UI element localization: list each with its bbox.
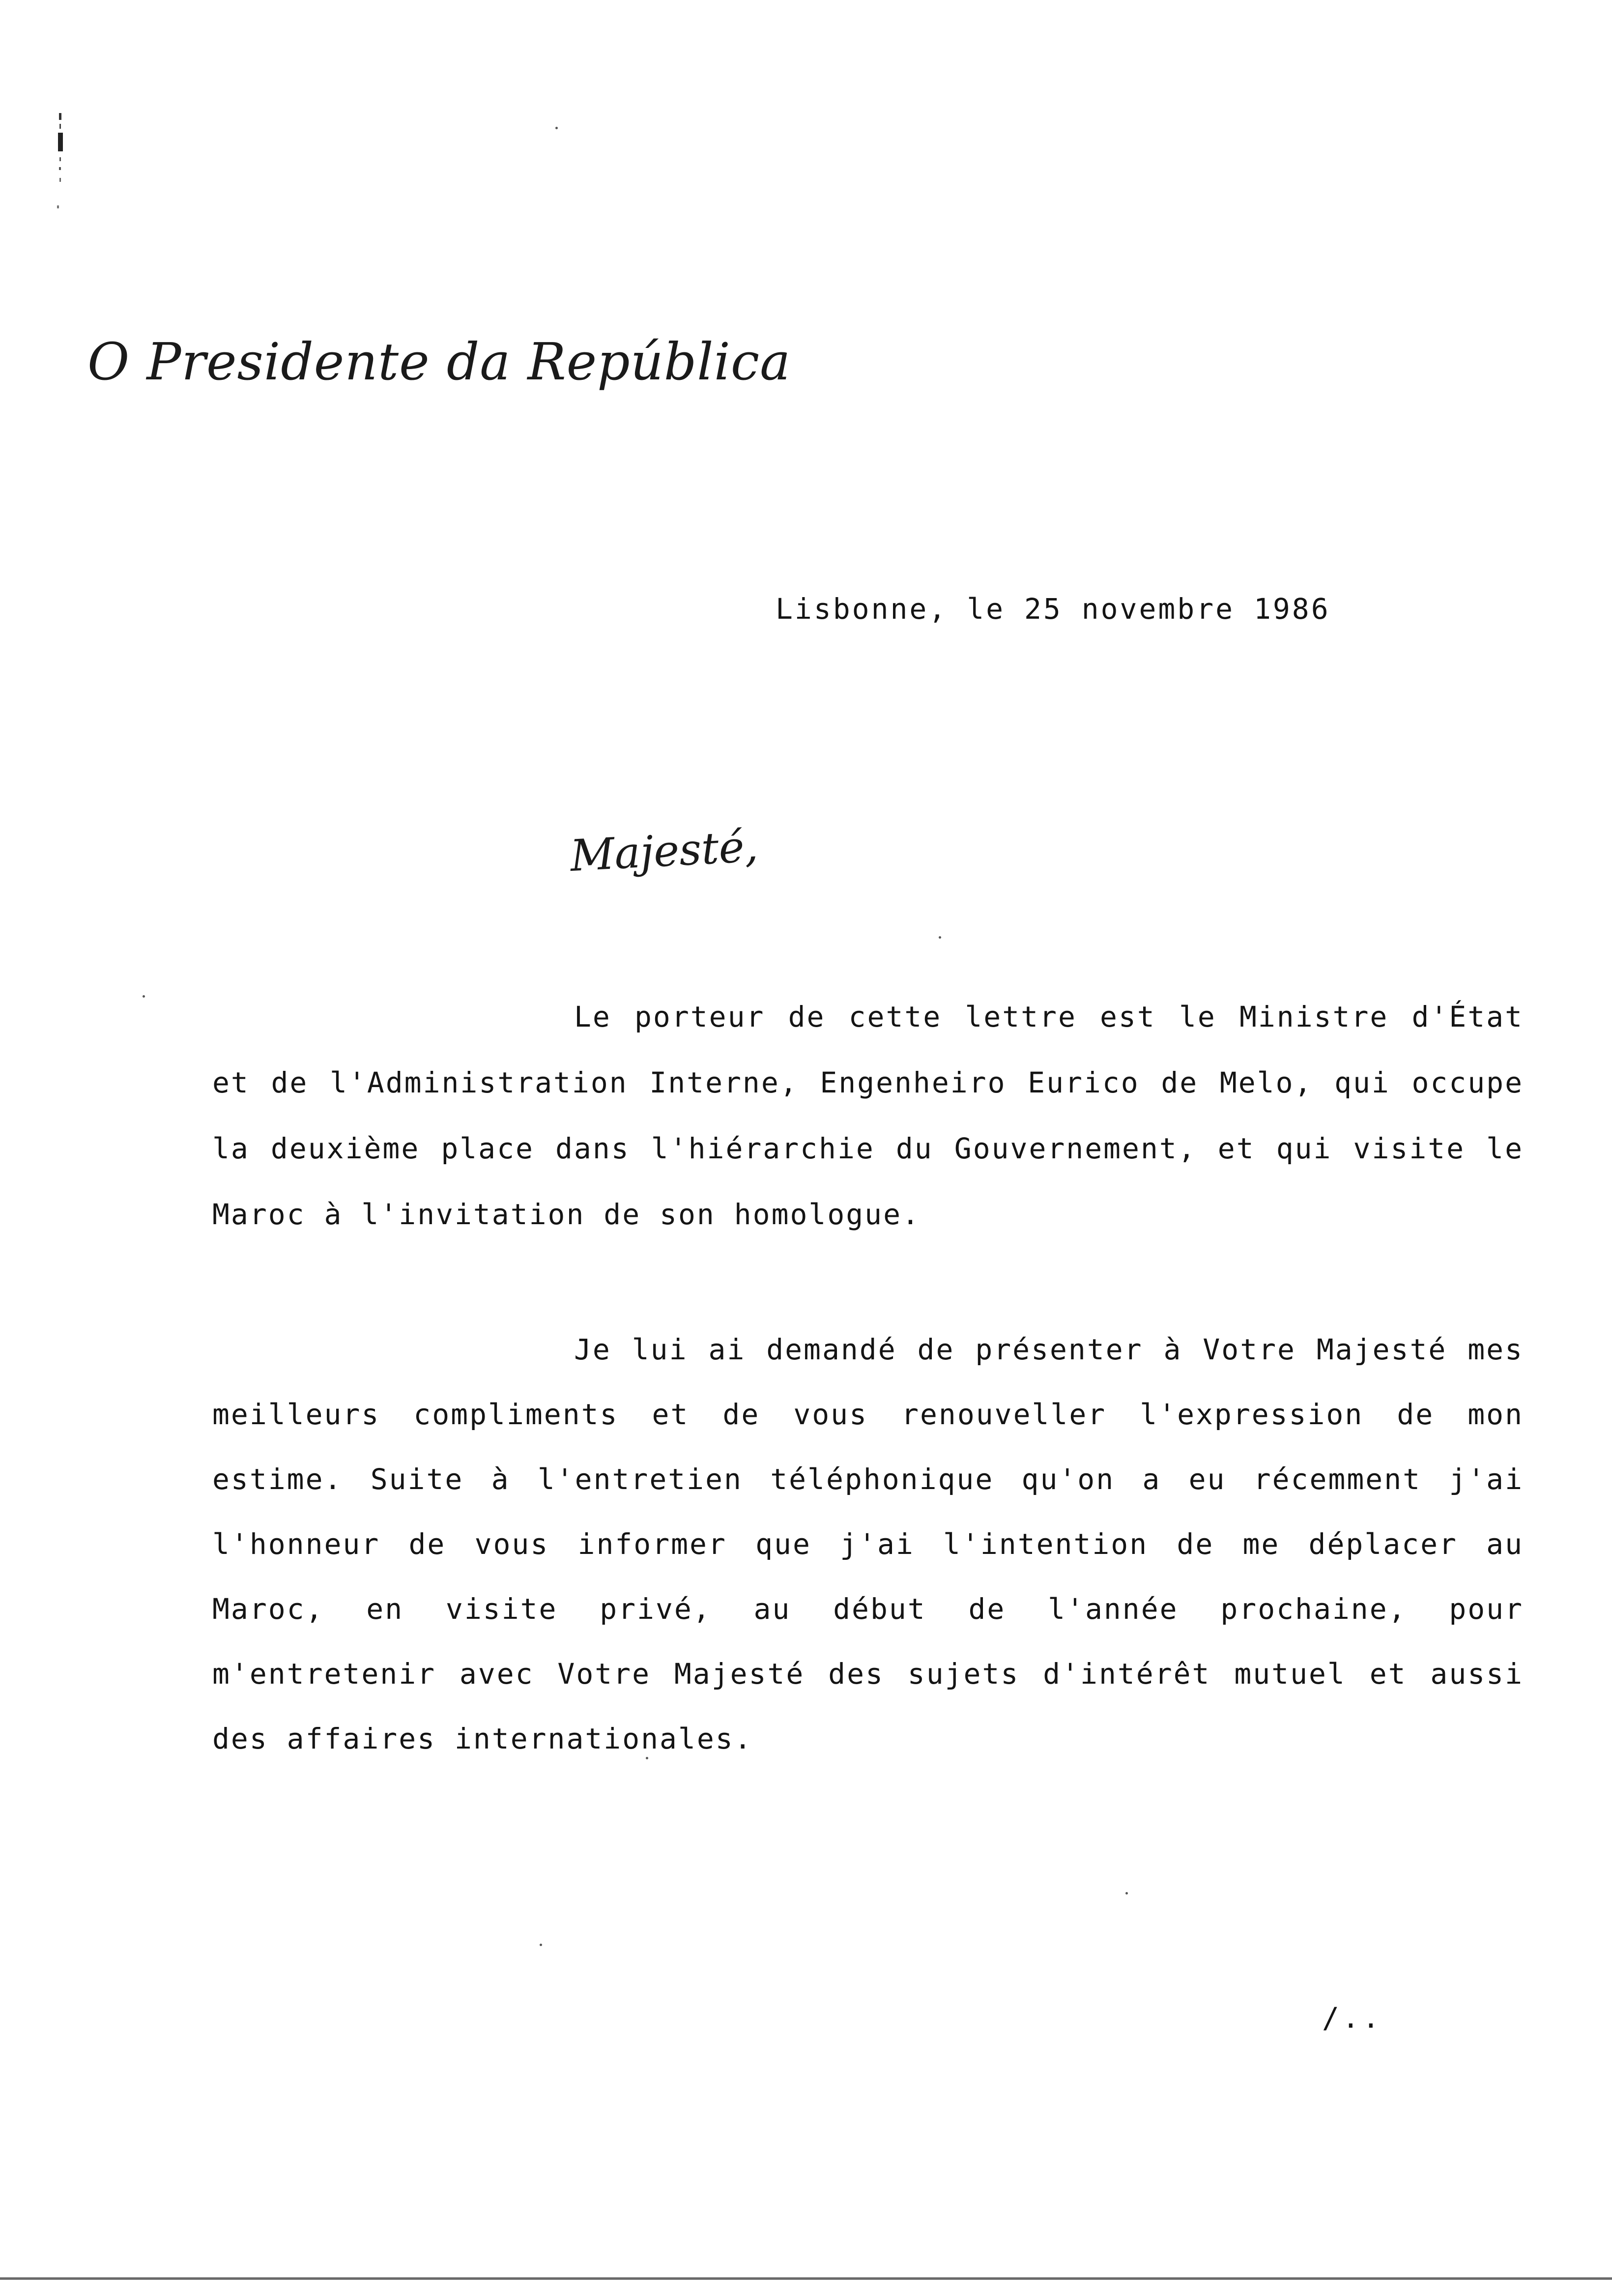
paper-speck bbox=[939, 936, 941, 939]
margin-punch-mark bbox=[55, 113, 66, 211]
body-paragraph: Je lui ai demandé de présenter à Votre Majesté mes meilleurs compliments et de vous renouveller l'expression de mon estime. Suite à l'entretien téléphonique qu'on a eu récemment j'ai l'honneur de vous informer que j'ai l'intention de me déplacer au Maroc, en visite privé, au début de l'année prochaine, pour m'entretenir avec Votre Majesté des sujets d'intérêt mutuel et aussi des affaires internationales. bbox=[212, 1333, 1524, 1755]
handwritten-salutation: Majesté, bbox=[569, 821, 759, 881]
paper-speck bbox=[555, 127, 558, 129]
paper-speck bbox=[143, 995, 145, 998]
paper-speck bbox=[646, 1757, 648, 1759]
body-paragraph: Le porteur de cette lettre est le Ministre d'État et de l'Administration Interne, Engenheiro Eurico de Melo, qui occupe la deuxième place dans l'hiérarchie du Gouvernement, et qui visite le Maroc à l'invitation de son homologue. bbox=[212, 1000, 1524, 1231]
paper-speck bbox=[1125, 1892, 1128, 1894]
letterhead: O Presidente da República bbox=[87, 332, 791, 392]
scan-edge-line bbox=[0, 2277, 1612, 2280]
continuation-mark: /.. bbox=[1322, 2001, 1382, 2035]
paper-speck bbox=[540, 1944, 542, 1946]
date-line: Lisbonne, le 25 novembre 1986 bbox=[776, 592, 1330, 626]
